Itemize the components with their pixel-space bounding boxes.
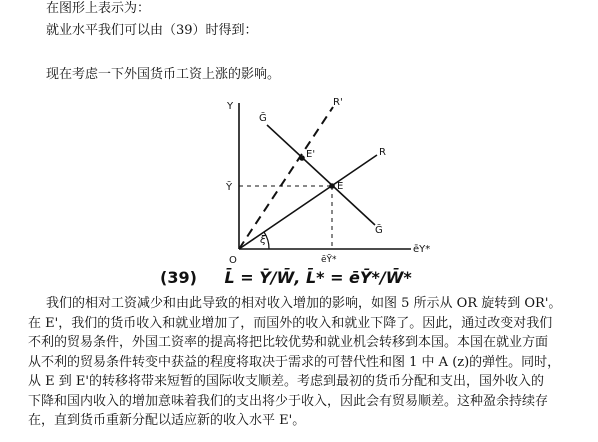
equation-39 — [160, 268, 412, 287]
text-line-intro-1: 在图形上表示为： — [46, 1, 151, 16]
paragraph-line: 下降和国内收入的增加意味着我们的支出将少于收入，因此会有贸易顺差。这种盈余持续存 — [28, 393, 549, 409]
paragraph-line: 从不利的贸易条件转变中获益的程度将取决于需求的可替代性和图 1 中 A (z)的弹性。同时， — [28, 354, 561, 370]
body-paragraph — [28, 294, 590, 431]
label-e-prime: E' — [306, 149, 316, 160]
paragraph-line: 在，直到货币重新分配以适应新的收入水平 E'。 — [28, 413, 306, 428]
paragraph-line: 从 E 到 E'的转移将带来短暂的国际收支顺差。考虑到最初的货币分配和支出，国外收入的 — [28, 374, 544, 389]
figure-5-diagram — [215, 95, 435, 270]
label-origin: O — [229, 255, 237, 266]
paragraph-line: 不利的贸易条件，外国工资率的提高将把比较优势和就业机会转移到本国。本国在就业方面 — [28, 335, 549, 350]
equation-number: (39) — [160, 268, 197, 287]
text-line-intro-3: 现在考虑一下外国货币工资上涨的影响。 — [46, 67, 281, 82]
ray-or-prime — [239, 107, 333, 249]
paragraph-line: 在 E'，我们的货币收入和就业增加了，而国外的收入和就业下降了。因此，通过改变对我们 — [28, 315, 553, 331]
label-angle: ξ — [260, 233, 267, 246]
label-g-bar-left: Ḡ — [259, 113, 267, 124]
point-e-prime — [299, 155, 305, 161]
label-y-axis: Y — [227, 101, 234, 112]
text-line-intro-2: 就业水平我们可以由（39）时得到： — [46, 23, 258, 38]
equation-body: L̄ = Ȳ/W̄, L̄* = ēȲ*/W̄* — [224, 268, 412, 287]
label-x-tick: ēȲ* — [321, 255, 337, 265]
label-y-bar: Ȳ — [226, 182, 233, 193]
label-r: R — [379, 147, 386, 158]
label-r-prime: R' — [333, 97, 343, 108]
paragraph-line: 我们的相对工资减少和由此导致的相对收入增加的影响，如图 5 所示从 OR 旋转到 OR'。 — [46, 296, 562, 311]
g-bar-line — [267, 125, 375, 225]
label-g-bar-right: Ḡ — [375, 225, 383, 236]
label-x-axis: ēY* — [413, 244, 431, 255]
point-e — [329, 183, 335, 189]
label-e: E — [337, 181, 344, 192]
